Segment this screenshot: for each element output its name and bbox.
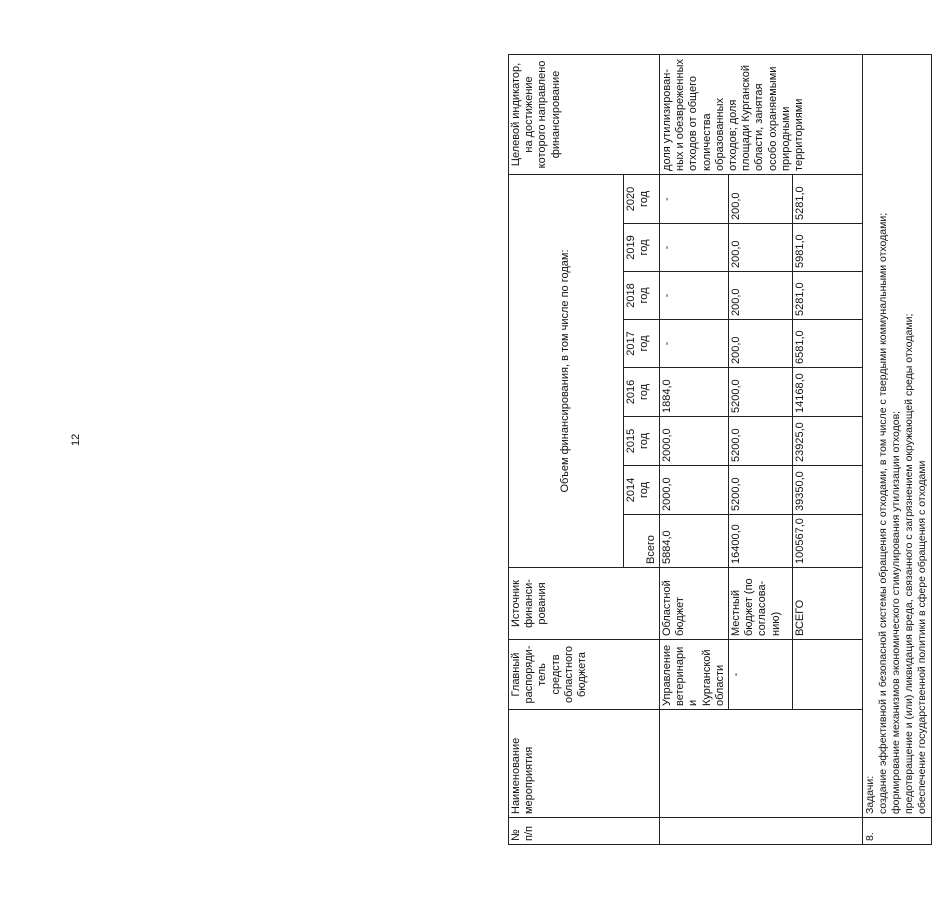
year-cell: 14168,0 bbox=[792, 368, 862, 417]
col-volume-header: Объем финансирования, в том числе по годам: bbox=[509, 174, 624, 567]
year-cell: 200,0 bbox=[728, 272, 792, 320]
total-cell: 5884,0 bbox=[660, 515, 729, 568]
year-cell: 5200,0 bbox=[728, 368, 792, 417]
task-title: Задачи: bbox=[863, 775, 876, 814]
task-text-cell bbox=[862, 54, 931, 817]
col-year-header: 2018 год bbox=[624, 272, 660, 320]
year-cell: - bbox=[660, 320, 729, 368]
col-year-header: 2019 год bbox=[624, 224, 660, 272]
manager-cell: - bbox=[728, 640, 792, 710]
task-line: обеспечение государственной политики в сфере обращения с отходами bbox=[916, 460, 929, 814]
col-year-header: 2014 год bbox=[624, 466, 660, 515]
manager-cell bbox=[792, 640, 862, 710]
year-cell: 5281,0 bbox=[792, 174, 862, 223]
year-cell: 5200,0 bbox=[728, 417, 792, 466]
year-cell: 200,0 bbox=[728, 224, 792, 272]
total-cell: 100567,0 bbox=[792, 515, 862, 568]
col-year-header: 2020 год bbox=[624, 174, 660, 223]
task-line: предотвращение и (или) ликвидация вреда, связанного с загрязнением окружающей среды отходами; bbox=[903, 313, 916, 814]
indicator-cell: доля утилизирован-ных и обезвреженных отходов от общего количества образованных отходов; доля площади Курганской области, занятая особо охраняемыми природными территориями bbox=[660, 54, 863, 174]
year-cell: 23925,0 bbox=[792, 417, 862, 466]
col-year-header: 2017 год bbox=[624, 320, 660, 368]
year-cell: 1884,0 bbox=[660, 368, 729, 417]
manager-cell: Управление ветеринарии Курганской области bbox=[660, 640, 729, 710]
total-cell: 16400,0 bbox=[728, 515, 792, 568]
task-line: формирование механизмов экономического стимулирования утилизации отходов; bbox=[890, 410, 903, 814]
source-cell: Местный бюджет (по согласова-нию) bbox=[728, 568, 792, 640]
page-number: 12 bbox=[70, 433, 82, 446]
year-cell: - bbox=[660, 174, 729, 223]
task-row bbox=[862, 54, 931, 844]
year-cell: 5200,0 bbox=[728, 466, 792, 515]
year-cell: 5281,0 bbox=[792, 272, 862, 320]
col-total-header: Всего bbox=[624, 515, 660, 568]
year-cell: 2000,0 bbox=[660, 417, 729, 466]
year-cell: 200,0 bbox=[728, 174, 792, 223]
num-cell bbox=[660, 818, 863, 845]
year-cell: 39350,0 bbox=[792, 466, 862, 515]
year-cell: - bbox=[660, 224, 729, 272]
col-indicator-header: Целевой индикатор, на достижение которого направлено финансирование bbox=[509, 54, 660, 174]
task-num-cell: 8. bbox=[862, 818, 931, 845]
col-year-header: 2015 год bbox=[624, 417, 660, 466]
col-num-header: № п/п bbox=[509, 818, 660, 845]
task-line: создание эффективной и безопасной системы обращения с отходами, в том числе с твердыми коммунальными отходами; bbox=[877, 212, 890, 814]
col-year-header: 2016 год bbox=[624, 368, 660, 417]
rotated-page bbox=[508, 55, 929, 845]
col-name-header: Наименование мероприятия bbox=[509, 710, 660, 818]
col-manager-header: Главный распоряди-тель средств областного бюджета bbox=[509, 640, 660, 710]
col-source-header: Источник финанси-рования bbox=[509, 568, 660, 640]
name-cell bbox=[660, 710, 863, 818]
source-cell: ВСЕГО bbox=[792, 568, 862, 640]
source-cell: Областной бюджет bbox=[660, 568, 729, 640]
financing-table bbox=[508, 54, 932, 845]
year-cell: - bbox=[660, 272, 729, 320]
year-cell: 200,0 bbox=[728, 320, 792, 368]
table-row bbox=[660, 54, 729, 844]
year-cell: 2000,0 bbox=[660, 466, 729, 515]
year-cell: 6581,0 bbox=[792, 320, 862, 368]
year-cell: 5981,0 bbox=[792, 224, 862, 272]
